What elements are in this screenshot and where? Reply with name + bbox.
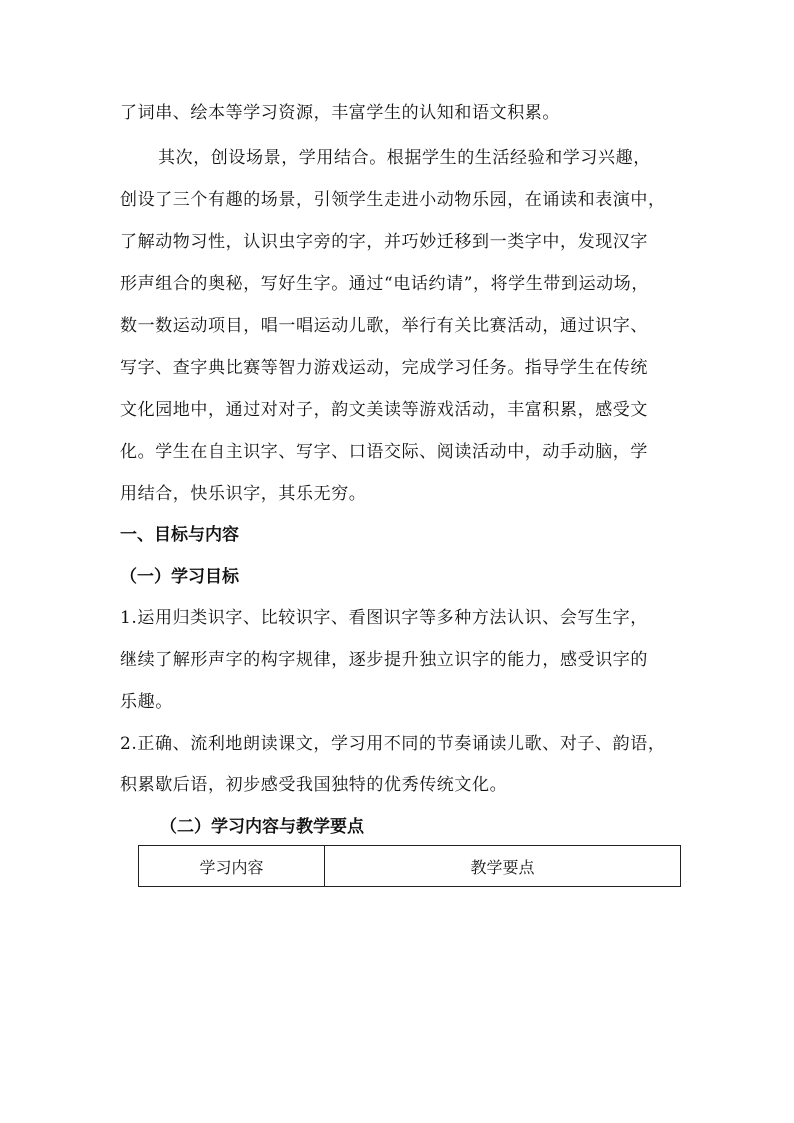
paragraph-line: 化。学生在自主识字、写字、口语交际、阅读活动中，动手动脑，学 — [120, 442, 648, 462]
paragraph-line: 其次，创设场景，学用结合。根据学生的生活经验和学习兴趣， — [158, 148, 651, 168]
table-header-teaching-points: 教学要点 — [470, 857, 535, 877]
paragraph-line: 了词串、绘本等学习资源，丰富学生的认知和语文积累。 — [120, 103, 560, 123]
goal-1-line: 继续了解形声字的构字规律，逐步提升独立识字的能力，感受识字的 — [120, 650, 648, 670]
paragraph-line: 数一数运动项目，唱一唱运动儿歌，举行有关比赛活动，通过识字、 — [120, 316, 648, 336]
paragraph-line: 写字、查字典比赛等智力游戏运动，完成学习任务。指导学生在传统 — [120, 358, 648, 378]
paragraph-line: 创设了三个有趣的场景，引领学生走进小动物乐园，在诵读和表演中， — [120, 190, 666, 210]
table-header-learning-content: 学习内容 — [139, 846, 325, 886]
section-heading: 一、目标与内容 — [120, 525, 239, 545]
subsection-heading-learning-goals: （一）学习目标 — [120, 567, 239, 587]
paragraph-line: 形声组合的奥秘，写好生字。通过“电话约请”，将学生带到运动场， — [120, 274, 649, 294]
goal-2-line: 积累歇后语，初步感受我国独特的优秀传统文化。 — [120, 775, 508, 795]
paragraph-line: 文化园地中，通过对对子，韵文美读等游戏活动，丰富积累，感受文 — [120, 400, 648, 420]
content-table — [138, 845, 681, 887]
paragraph-line: 用结合，快乐识字，其乐无穷。 — [120, 484, 367, 504]
subsection-heading-content: （二）学习内容与教学要点 — [160, 817, 364, 837]
goal-1-line: 乐趣。 — [120, 692, 173, 712]
goal-1-line: 1.运用归类识字、比较识字、看图识字等多种方法认识、会写生字， — [120, 608, 648, 628]
paragraph-line: 了解动物习性，认识虫字旁的字，并巧妙迁移到一类字中，发现汉字 — [120, 232, 648, 252]
goal-2-line: 2.正确、流利地朗读课文，学习用不同的节奏诵读儿歌、对子、韵语， — [120, 734, 666, 754]
